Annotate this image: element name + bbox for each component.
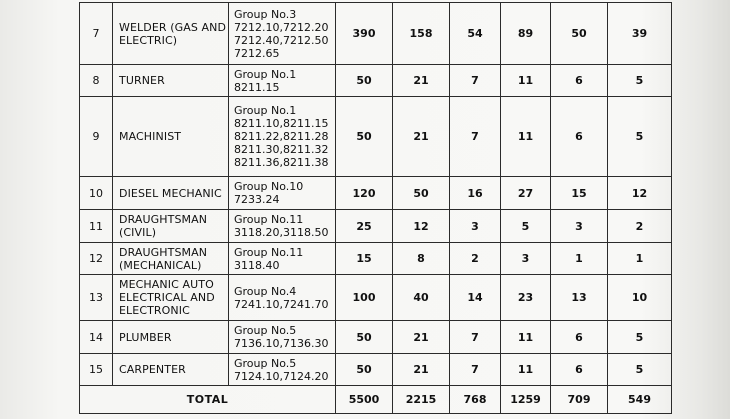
vacancy-count-cell: 6 [551, 321, 608, 354]
group-code-line: Group No.5 [234, 324, 297, 337]
total-value: 768 [450, 386, 501, 414]
trade-name-cell [113, 65, 229, 97]
trade-name-line: DIESEL MECHANIC [119, 186, 222, 200]
table-row [80, 354, 672, 386]
serial-number-cell: 15 [80, 354, 113, 386]
vacancy-count-cell: 15 [551, 177, 608, 210]
table-row [80, 243, 672, 275]
table-row [80, 321, 672, 354]
trade-name-line: ELECTRIC) [119, 33, 178, 47]
group-code-line: 8211.15 [234, 80, 280, 94]
vacancy-count-cell: 6 [551, 65, 608, 97]
serial-number-cell: 8 [80, 65, 113, 97]
vacancy-count-cell: 21 [393, 321, 450, 354]
table-row [80, 210, 672, 243]
vacancy-count-cell: 50 [336, 65, 393, 97]
trade-name-line: CARPENTER [119, 363, 186, 376]
group-code-line: Group No.5 [234, 356, 297, 370]
trade-name-cell [113, 97, 229, 177]
vacancy-count-cell: 16 [450, 177, 501, 210]
group-code-line: 7136.10,7136.30 [234, 337, 329, 350]
group-code-line: 7212.65 [234, 46, 280, 60]
group-code-cell [229, 177, 336, 210]
group-code-line: 8211.22,8211.28 [234, 130, 329, 143]
vacancy-count-cell: 40 [393, 275, 450, 321]
vacancy-count-cell: 7 [450, 354, 501, 386]
group-code-cell [229, 275, 336, 321]
vacancy-count-cell: 21 [393, 65, 450, 97]
trade-name-line: MACHINIST [119, 130, 182, 143]
vacancy-count-cell: 50 [336, 354, 393, 386]
vacancy-count-cell: 11 [501, 97, 551, 177]
vacancy-count-cell: 15 [336, 243, 393, 275]
group-code-line: 3118.20,3118.50 [234, 226, 329, 239]
total-row [80, 386, 672, 414]
group-code-line: Group No.1 [234, 67, 297, 81]
vacancy-count-cell: 50 [393, 177, 450, 210]
vacancy-count-cell: 6 [551, 354, 608, 386]
group-code-cell [229, 321, 336, 354]
vacancy-count-cell: 25 [336, 210, 393, 243]
group-code-line: 7233.24 [234, 193, 280, 206]
trade-name-line: MECHANIC AUTO [119, 278, 214, 291]
group-code-line: Group No.4 [234, 284, 297, 298]
vacancy-count-cell: 39 [608, 3, 672, 65]
vacancy-count-cell: 7 [450, 97, 501, 177]
vacancy-count-cell: 7 [450, 321, 501, 354]
trade-name-line: DRAUGHTSMAN [119, 213, 208, 226]
table-row [80, 97, 672, 177]
vacancy-count-cell: 2 [450, 243, 501, 275]
group-code-cell [229, 210, 336, 243]
group-code-cell [229, 354, 336, 386]
vacancy-count-cell: 11 [501, 321, 551, 354]
vacancy-count-cell: 3 [551, 210, 608, 243]
group-code-cell [229, 243, 336, 275]
trade-name-line: PLUMBER [119, 330, 172, 344]
table-row [80, 177, 672, 210]
vacancy-count-cell: 50 [551, 3, 608, 65]
total-label: TOTAL [80, 386, 336, 414]
total-section [80, 386, 672, 414]
serial-number-cell: 14 [80, 321, 113, 354]
vacancy-count-cell: 6 [551, 97, 608, 177]
group-code-line: 8211.36,8211.38 [234, 156, 329, 169]
trade-name-cell [113, 177, 229, 210]
vacancy-count-cell: 5 [608, 65, 672, 97]
vacancy-count-cell: 2 [608, 210, 672, 243]
vacancy-count-cell: 3 [501, 243, 551, 275]
trade-name-line: ELECTRONIC [119, 304, 190, 317]
serial-number-cell: 10 [80, 177, 113, 210]
vacancy-count-cell: 5 [501, 210, 551, 243]
table-row [80, 275, 672, 321]
vacancy-count-cell: 23 [501, 275, 551, 321]
group-code-line: 8211.10,8211.15 [234, 117, 329, 130]
group-code-line: Group No.11 [234, 245, 304, 259]
vacancy-count-cell: 100 [336, 275, 393, 321]
serial-number-cell: 12 [80, 243, 113, 275]
trade-name-cell [113, 210, 229, 243]
serial-number-cell: 9 [80, 97, 113, 177]
table-row [80, 65, 672, 97]
vacancy-count-cell: 5 [608, 354, 672, 386]
vacancy-count-cell: 89 [501, 3, 551, 65]
trade-name-cell [113, 3, 229, 65]
group-code-line: Group No.10 [234, 180, 304, 193]
vacancy-count-cell: 1 [608, 243, 672, 275]
trade-name-line: (MECHANICAL) [119, 258, 202, 272]
group-code-line: 7212.40,7212.50 [234, 33, 329, 47]
vacancy-count-cell: 390 [336, 3, 393, 65]
group-code-line: 8211.30,8211.32 [234, 143, 329, 156]
trade-name-cell [113, 321, 229, 354]
group-code-cell [229, 3, 336, 65]
group-code-line: 7124.10,7124.20 [234, 369, 329, 383]
group-code-cell [229, 97, 336, 177]
trade-name-cell [113, 354, 229, 386]
total-value: 709 [551, 386, 608, 414]
trade-name-line: DRAUGHTSMAN [119, 245, 208, 259]
vacancy-count-cell: 5 [608, 321, 672, 354]
total-value: 2215 [393, 386, 450, 414]
group-code-line: 7241.10,7241.70 [234, 297, 329, 311]
vacancy-count-cell: 5 [608, 97, 672, 177]
table-row [80, 3, 672, 65]
group-code-line: 7212.10,7212.20 [234, 20, 329, 34]
vacancy-count-cell: 21 [393, 354, 450, 386]
vacancy-count-cell: 7 [450, 65, 501, 97]
trade-name-line: WELDER (GAS AND [119, 20, 227, 34]
vacancy-count-cell: 8 [393, 243, 450, 275]
vacancy-count-cell: 12 [608, 177, 672, 210]
trade-name-cell [113, 243, 229, 275]
total-value: 5500 [336, 386, 393, 414]
vacancy-count-cell: 12 [393, 210, 450, 243]
vacancy-count-cell: 50 [336, 97, 393, 177]
vacancy-count-cell: 158 [393, 3, 450, 65]
vacancy-count-cell: 14 [450, 275, 501, 321]
vacancy-count-cell: 10 [608, 275, 672, 321]
table-body [80, 3, 672, 386]
group-code-line: Group No.3 [234, 7, 297, 21]
total-value: 1259 [501, 386, 551, 414]
group-code-line: Group No.11 [234, 213, 304, 226]
total-value: 549 [608, 386, 672, 414]
trade-name-line: ELECTRICAL AND [119, 291, 215, 304]
vacancy-count-cell: 11 [501, 354, 551, 386]
vacancy-table [79, 2, 672, 414]
vacancy-count-cell: 1 [551, 243, 608, 275]
trade-name-line: TURNER [119, 74, 165, 87]
trade-name-line: (CIVIL) [119, 226, 157, 239]
vacancy-count-cell: 120 [336, 177, 393, 210]
group-code-cell [229, 65, 336, 97]
serial-number-cell: 13 [80, 275, 113, 321]
vacancy-count-cell: 27 [501, 177, 551, 210]
trade-name-cell [113, 275, 229, 321]
vacancy-count-cell: 11 [501, 65, 551, 97]
vacancy-count-cell: 54 [450, 3, 501, 65]
serial-number-cell: 7 [80, 3, 113, 65]
vacancy-count-cell: 50 [336, 321, 393, 354]
vacancy-count-cell: 21 [393, 97, 450, 177]
serial-number-cell: 11 [80, 210, 113, 243]
vacancy-count-cell: 3 [450, 210, 501, 243]
group-code-line: Group No.1 [234, 104, 297, 117]
vacancy-count-cell: 13 [551, 275, 608, 321]
group-code-line: 3118.40 [234, 258, 280, 272]
